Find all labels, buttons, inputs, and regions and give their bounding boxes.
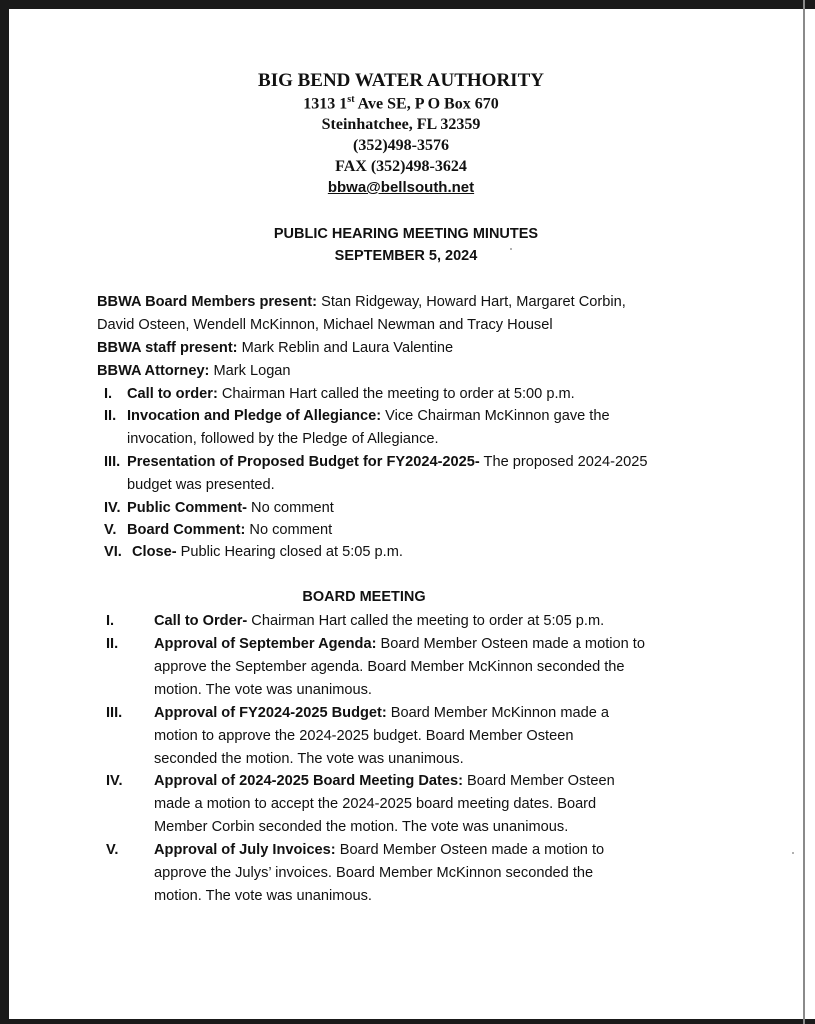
board-item-number: II. xyxy=(106,636,119,652)
hearing-item-board-comment: Board Comment: No comment xyxy=(127,522,333,538)
board-item-call-to-order: Call to Order- Chairman Hart called the meeting to order at 5:05 p.m. xyxy=(154,613,605,629)
org-phone: (352)498-3576 xyxy=(353,137,449,154)
org-address: 1313 1st Ave SE, P O Box 670 xyxy=(303,94,499,113)
hearing-item-budget-presentation-cont: budget was presented. xyxy=(127,477,275,493)
hearing-item-call-to-order: Call to order: Chairman Hart called the meeting to order at 5:00 p.m. xyxy=(127,386,575,402)
board-item-invoices-cont: approve the Julys’ invoices. Board Member McKinnon seconded the xyxy=(154,865,594,881)
scan-speck xyxy=(792,852,794,854)
board-item-meeting-dates: Approval of 2024-2025 Board Meeting Dates: Board Member Osteen xyxy=(154,773,615,789)
staff-present: BBWA staff present: Mark Reblin and Laura Valentine xyxy=(97,340,454,356)
hearing-item-number: V. xyxy=(104,522,117,538)
board-item-budget-cont: motion to approve the 2024-2025 budget. Board Member Osteen xyxy=(154,728,574,744)
hearing-item-number: IV. xyxy=(104,500,121,516)
board-item-invoices: Approval of July Invoices: Board Member Osteen made a motion to xyxy=(154,842,605,858)
org-email: bbwa@bellsouth.net xyxy=(327,179,475,196)
hearing-item-invocation-cont: invocation, followed by the Pledge of Allegiance. xyxy=(127,431,439,447)
hearing-item-public-comment: Public Comment- No comment xyxy=(127,500,334,516)
org-fax: FAX (352)498-3624 xyxy=(335,158,467,175)
board-item-meeting-dates-cont: made a motion to accept the 2024-2025 board meeting dates. Board xyxy=(154,796,597,812)
board-item-number: IV. xyxy=(106,773,123,789)
scan-border-right xyxy=(803,0,805,1024)
board-item-number: V. xyxy=(106,842,119,858)
document-date: SEPTEMBER 5, 2024 xyxy=(334,248,478,264)
members-present-cont: David Osteen, Wendell McKinnon, Michael Newman and Tracy Housel xyxy=(97,317,553,333)
hearing-item-close: Close- Public Hearing closed at 5:05 p.m. xyxy=(132,544,403,560)
scan-border-top xyxy=(0,0,815,9)
hearing-item-number: VI. xyxy=(104,544,122,560)
board-item-agenda-cont: approve the September agenda. Board Member McKinnon seconded the xyxy=(154,659,625,675)
board-item-meeting-dates-cont: Member Corbin seconded the motion. The vote was unanimous. xyxy=(154,819,569,835)
hearing-item-budget-presentation: Presentation of Proposed Budget for FY2024-2025- The proposed 2024-2025 xyxy=(127,454,648,470)
members-present: BBWA Board Members present: Stan Ridgeway, Howard Hart, Margaret Corbin, xyxy=(97,294,626,310)
board-meeting-heading: BOARD MEETING xyxy=(302,589,426,605)
scan-border-bottom xyxy=(0,1019,815,1024)
hearing-item-number: II. xyxy=(104,408,117,424)
board-item-number: III. xyxy=(106,705,123,721)
hearing-item-number: III. xyxy=(104,454,121,470)
attorney: BBWA Attorney: Mark Logan xyxy=(97,363,291,379)
document-title: PUBLIC HEARING MEETING MINUTES xyxy=(273,226,539,242)
board-item-agenda: Approval of September Agenda: Board Member Osteen made a motion to xyxy=(154,636,645,652)
board-item-number: I. xyxy=(106,613,115,629)
board-item-budget-cont: seconded the motion. The vote was unanimous. xyxy=(154,751,464,767)
hearing-item-number: I. xyxy=(104,386,113,402)
org-city: Steinhatchee, FL 32359 xyxy=(321,116,481,133)
hearing-item-invocation: Invocation and Pledge of Allegiance: Vice Chairman McKinnon gave the xyxy=(127,408,610,424)
board-item-invoices-cont: motion. The vote was unanimous. xyxy=(154,888,372,904)
board-item-agenda-cont: motion. The vote was unanimous. xyxy=(154,682,372,698)
org-name: BIG BEND WATER AUTHORITY xyxy=(258,70,544,91)
board-item-budget: Approval of FY2024-2025 Budget: Board Member McKinnon made a xyxy=(154,705,610,721)
